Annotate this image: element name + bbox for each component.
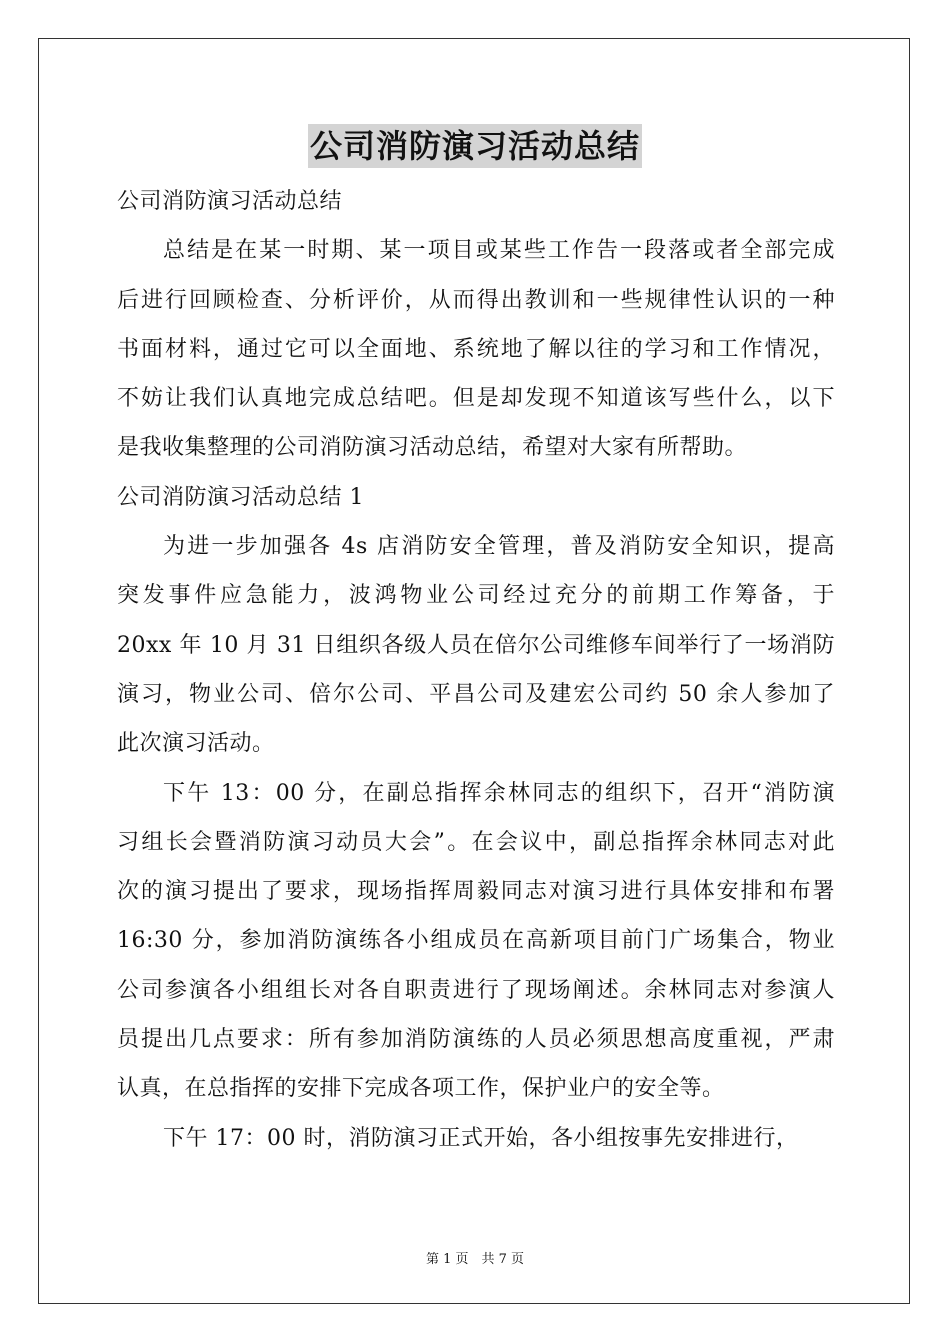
paragraph-line: 下午 17：00 时，消防演习正式开始，各小组按事先安排进行， <box>163 1125 799 1151</box>
paragraph-line: 为进一步加强各 4s 店消防安全管理，普及消防安全知识，提高 <box>163 534 835 560</box>
page-footer: 第 1 页 共 7 页 <box>425 1252 525 1267</box>
section-heading: 公司消防演习活动总结 <box>117 189 343 214</box>
paragraph-line: 20xx 年 10 月 31 日组织各级人员在倍尔公司维修车间举行了一场消防 <box>117 632 835 658</box>
paragraph-line: 16:30 分，参加消防演练各小组成员在高新项目前门广场集合，物业 <box>117 928 835 954</box>
section-heading: 公司消防演习活动总结 1 <box>117 484 364 510</box>
paragraph-line: 员提出几点要求：所有参加消防演练的人员必须思想高度重视，严肃 <box>117 1027 835 1053</box>
document-body <box>117 177 835 1163</box>
paragraph-line: 此次演习活动。 <box>117 731 275 757</box>
paragraph-line: 是我收集整理的公司消防演习活动总结，希望对大家有所帮助。 <box>117 435 748 461</box>
paragraph-line: 认真，在总指挥的安排下完成各项工作，保护业户的安全等。 <box>117 1076 725 1102</box>
paragraph-line: 公司参演各小组组长对各自职责进行了现场阐述。余林同志对参演人 <box>117 977 835 1003</box>
paragraph-line: 习组长会暨消防演习动员大会”。在会议中，副总指挥余林同志对此 <box>117 829 835 855</box>
paragraph-line: 下午 13：00 分，在副总指挥余林同志的组织下，召开“消防演 <box>163 780 835 806</box>
document-title-text: 公司消防演习活动总结 <box>308 124 642 168</box>
paragraph-line: 总结是在某一时期、某一项目或某些工作告一段落或者全部完成 <box>163 238 835 264</box>
paragraph-line: 后进行回顾检查、分析评价，从而得出教训和一些规律性认识的一种 <box>117 287 835 313</box>
paragraph-line: 书面材料，通过它可以全面地、系统地了解以往的学习和工作情况， <box>117 336 835 362</box>
paragraph-line: 演习，物业公司、倍尔公司、平昌公司及建宏公司约 50 余人参加了 <box>117 681 835 707</box>
paragraph-line: 突发事件应急能力，波鸿物业公司经过充分的前期工作筹备，于 <box>117 583 835 609</box>
paragraph-line: 次的演习提出了要求，现场指挥周毅同志对演习进行具体安排和布署 <box>117 879 835 905</box>
paragraph-line: 不妨让我们认真地完成总结吧。但是却发现不知道该写些什么，以下 <box>117 386 835 412</box>
document-title <box>0 124 950 168</box>
